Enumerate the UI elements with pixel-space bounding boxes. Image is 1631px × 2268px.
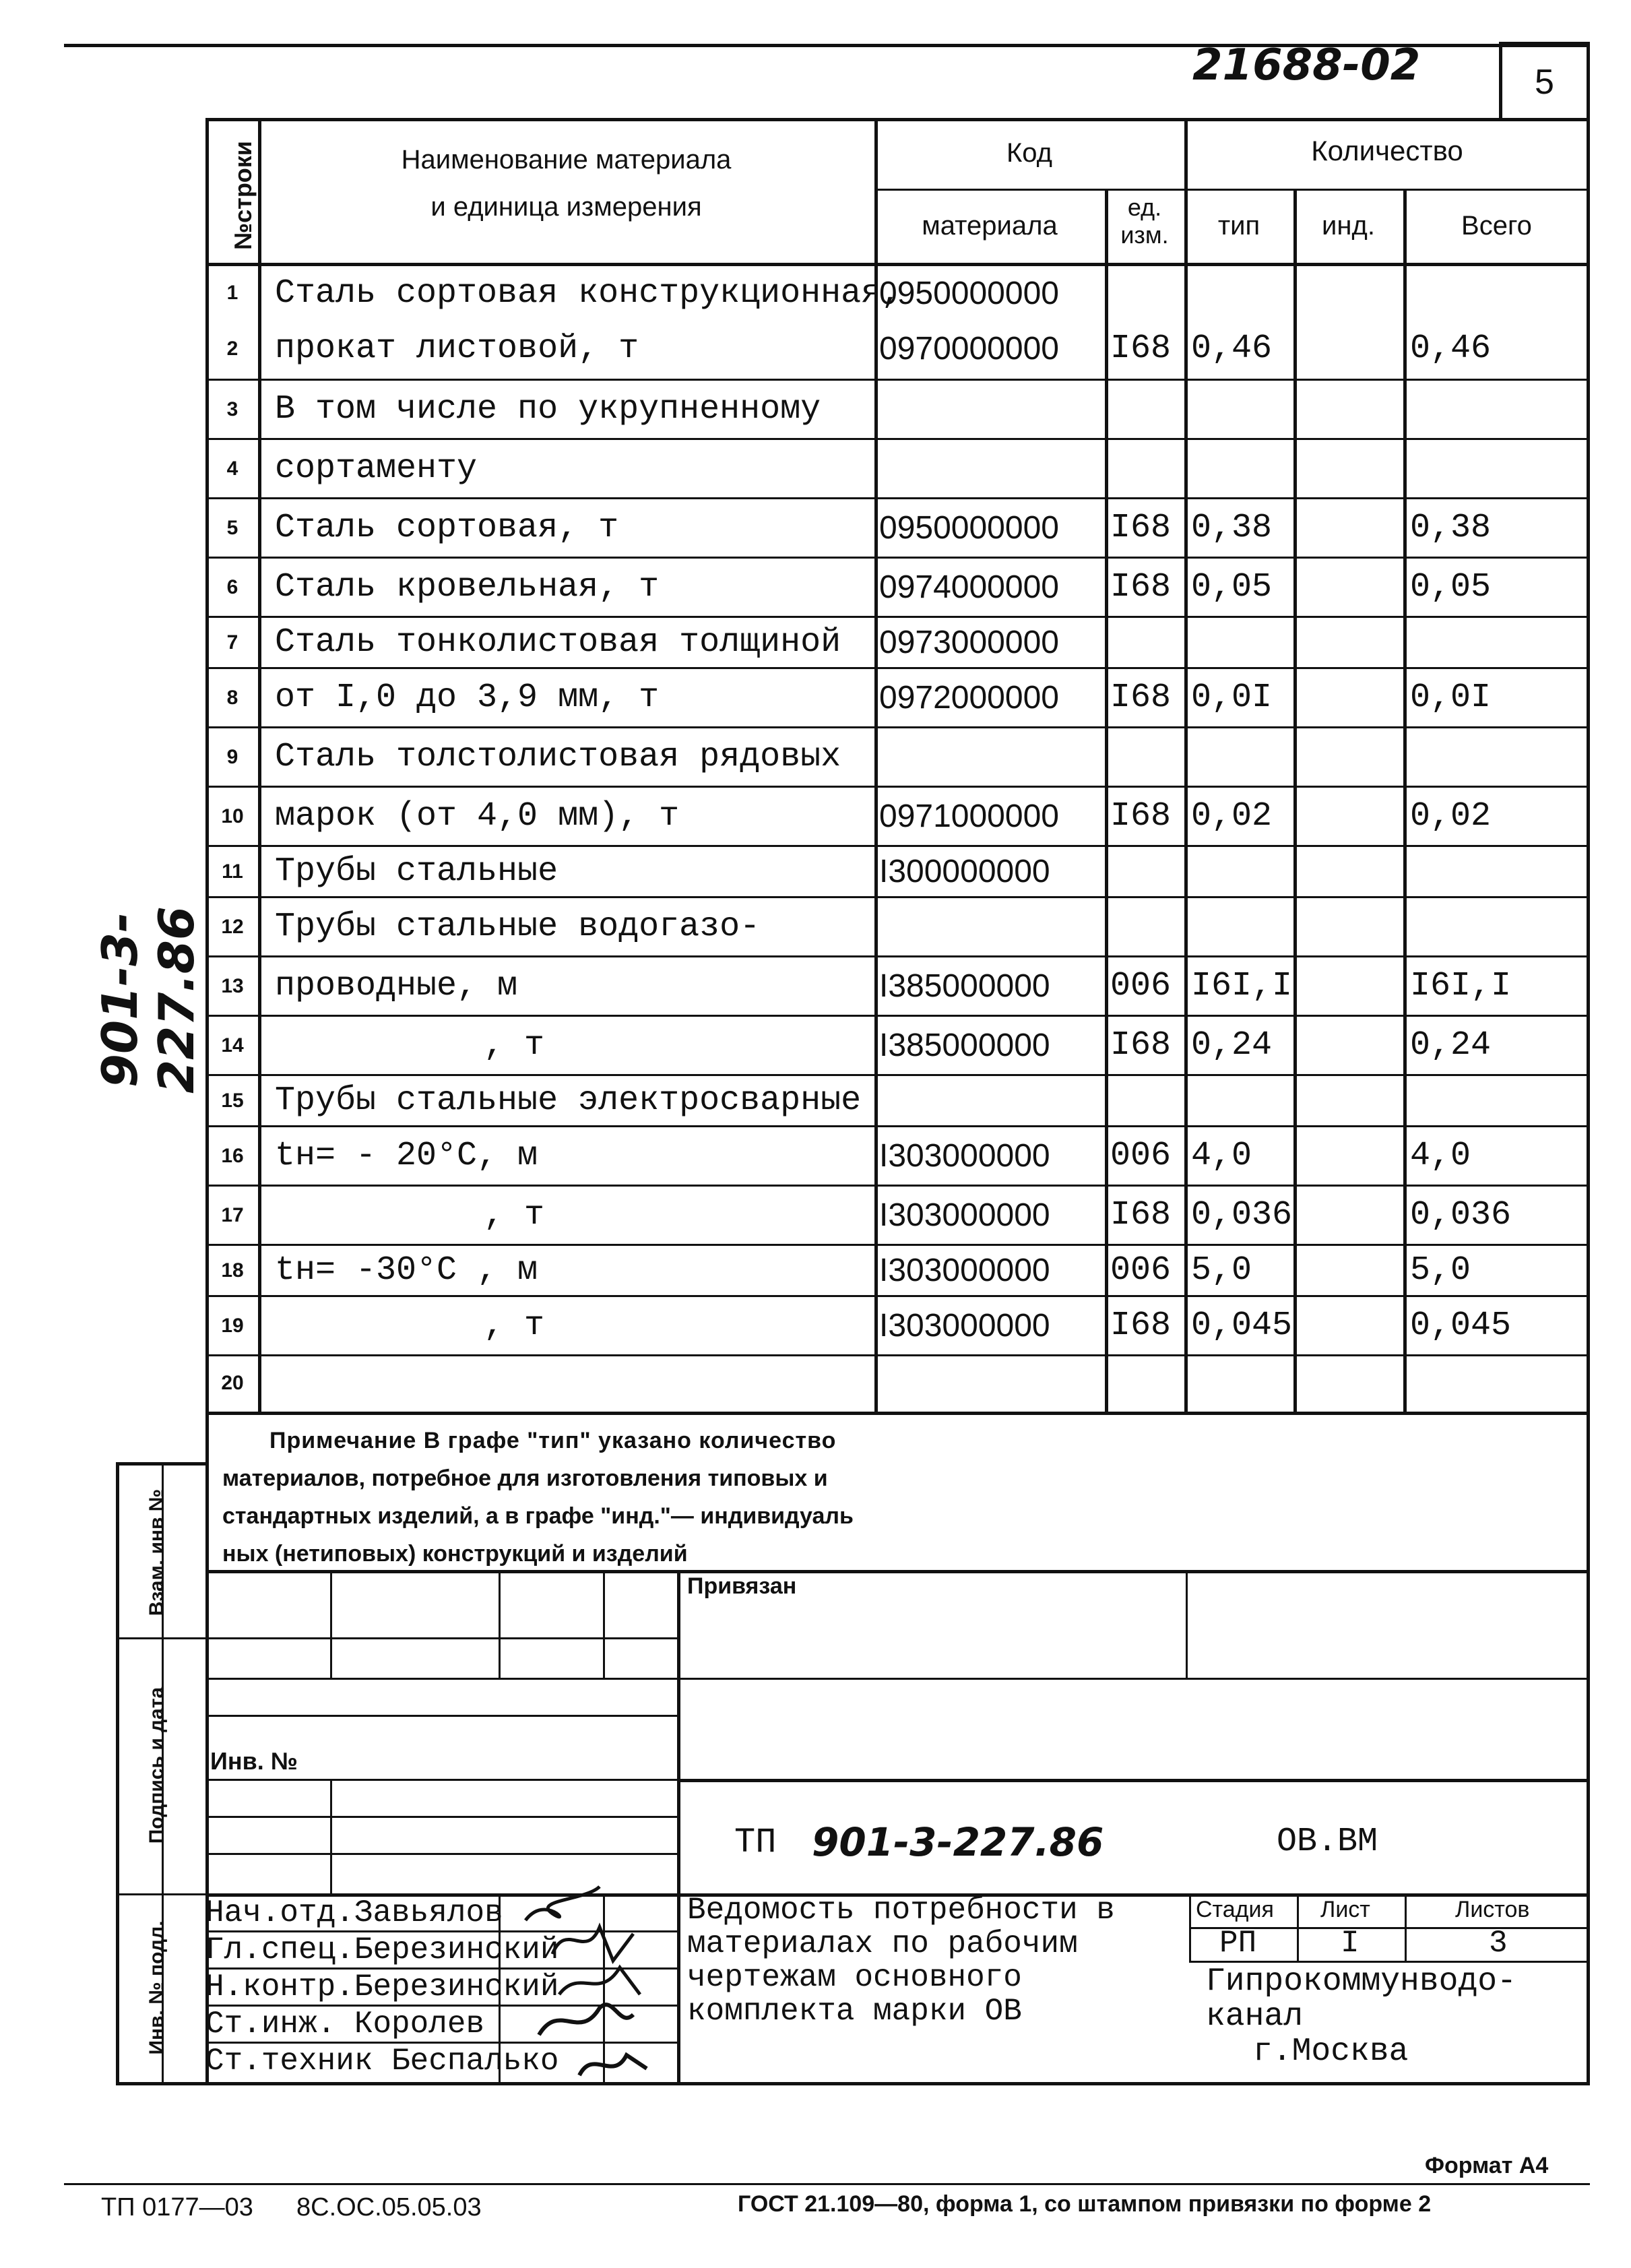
row-qty-ind xyxy=(1299,266,1400,320)
org-line: Гипрокоммунводо- xyxy=(1206,1963,1516,2000)
stamp-vline xyxy=(1189,1893,1191,1961)
row-qty-typ: 0,46 xyxy=(1191,329,1273,368)
row-qty-ind xyxy=(1299,1187,1400,1244)
format-label: Формат А4 xyxy=(1425,2153,1549,2178)
row-material-code xyxy=(879,1356,1101,1410)
row-qty-total xyxy=(1410,266,1585,320)
note-block xyxy=(222,1422,854,1573)
row-material-name: Трубы стальные xyxy=(275,852,558,891)
row-qty-total xyxy=(1410,440,1585,497)
row-qty-ind xyxy=(1299,847,1400,896)
tp-label: ТП xyxy=(734,1823,777,1862)
row-unit: I68 xyxy=(1110,509,1172,547)
stamp-vline xyxy=(330,1779,332,1893)
col-line-6 xyxy=(1403,189,1407,1412)
side-label-inv-podl: Инв. № подл. xyxy=(146,1920,168,2055)
footer-left-2: 8С.ОС.05.05.03 xyxy=(296,2193,482,2222)
row-qty-total: 4,0 xyxy=(1410,1137,1471,1175)
row-number: 14 xyxy=(221,1034,244,1057)
row-qty-typ xyxy=(1191,381,1292,438)
row-qty-ind xyxy=(1299,1297,1400,1354)
page-number: 5 xyxy=(1535,63,1554,102)
row-material-code: I303000000 xyxy=(879,1138,1050,1174)
row-material-code xyxy=(879,381,1101,438)
row-material-code: 0970000000 xyxy=(879,331,1059,367)
row-material-name: марок (от 4,0 мм), т xyxy=(275,797,680,836)
row-unit: I68 xyxy=(1110,1026,1172,1065)
stamp-line xyxy=(677,1678,1590,1680)
row-material-code: I300000000 xyxy=(879,854,1050,889)
row-qty-typ xyxy=(1191,266,1292,320)
footer-line xyxy=(64,2183,1590,2185)
row-material-name: Сталь сортовая, т xyxy=(275,509,619,547)
row-material-code: I303000000 xyxy=(879,1197,1050,1233)
row-qty-ind xyxy=(1299,669,1400,726)
signatures xyxy=(499,1880,680,2089)
row-material-code: 0950000000 xyxy=(879,275,1059,311)
row-number: 13 xyxy=(221,974,244,997)
row-qty-typ xyxy=(1191,728,1292,786)
sheet-label: Лист xyxy=(1320,1897,1370,1922)
stamp-line xyxy=(1189,1961,1590,1963)
stage-label: Стадия xyxy=(1196,1897,1274,1922)
row-number: 8 xyxy=(226,686,238,709)
person-row: Н.контр.Березинский xyxy=(205,1970,559,2005)
row-unit xyxy=(1110,1356,1184,1410)
stamp-line xyxy=(677,1779,1590,1782)
row-number: 19 xyxy=(221,1314,244,1337)
table-bottom-line xyxy=(205,1412,1590,1415)
row-qty-ind xyxy=(1299,381,1400,438)
row-qty-ind xyxy=(1299,1076,1400,1125)
org-line: канал xyxy=(1206,1998,1304,2035)
header-row-no: №строки xyxy=(229,141,257,250)
row-unit xyxy=(1110,728,1184,786)
row-number: 12 xyxy=(221,915,244,938)
row-qty-total: 0,0I xyxy=(1410,679,1492,717)
row-material-code xyxy=(879,728,1101,786)
row-unit xyxy=(1110,1076,1184,1125)
stamp-top-line xyxy=(205,1570,1590,1573)
footer-left-1: ТП 0177—03 xyxy=(101,2193,253,2222)
row-qty-typ xyxy=(1191,440,1292,497)
row-qty-typ: 0,02 xyxy=(1191,797,1273,836)
row-qty-typ: 0,24 xyxy=(1191,1026,1273,1065)
stamp-line xyxy=(205,1816,680,1818)
header-quantity: Количество xyxy=(1311,135,1463,166)
row-number: 11 xyxy=(222,860,243,883)
row-qty-total xyxy=(1410,1356,1585,1410)
row-unit: I68 xyxy=(1110,1306,1172,1345)
row-qty-typ: 0,05 xyxy=(1191,568,1273,606)
row-qty-typ xyxy=(1191,847,1292,896)
row-qty-typ: 5,0 xyxy=(1191,1251,1252,1290)
row-material-name: В том числе по укрупненному xyxy=(275,390,821,429)
row-unit xyxy=(1110,381,1184,438)
title-line: материалах по рабочим xyxy=(687,1926,1078,1961)
row-material-code: I303000000 xyxy=(879,1253,1050,1288)
row-unit xyxy=(1110,440,1184,497)
row-material-code xyxy=(879,1076,1101,1125)
row-material-code: 0973000000 xyxy=(879,625,1059,660)
header-unit-1: ед. xyxy=(1127,193,1162,221)
privyazan-label: Привязан xyxy=(687,1573,797,1599)
row-qty-typ xyxy=(1191,1356,1292,1410)
row-qty-total xyxy=(1410,728,1585,786)
row-unit: 006 xyxy=(1110,967,1172,1005)
row-qty-total: 0,24 xyxy=(1410,1026,1492,1065)
row-number: 17 xyxy=(221,1203,244,1226)
stamp-vline xyxy=(499,1570,501,1678)
signature-stroke xyxy=(559,1967,640,1994)
row-material-name: , т xyxy=(484,1306,545,1345)
row-material-name: прокат листовой, т xyxy=(275,329,639,368)
row-qty-total: 0,045 xyxy=(1410,1306,1512,1345)
stamp-line xyxy=(205,1715,680,1717)
row-material-code: 0971000000 xyxy=(879,798,1059,834)
side-code: 901-3-227.86 xyxy=(92,906,205,1094)
row-qty-ind xyxy=(1299,957,1400,1015)
stamp-vline xyxy=(330,1570,332,1678)
row-qty-total xyxy=(1410,898,1585,955)
header-qty-total: Всего xyxy=(1461,211,1532,241)
document-title xyxy=(687,1893,1115,2028)
person-row: Ст.техник Беспалько xyxy=(205,2044,559,2079)
header-code: Код xyxy=(1006,138,1052,168)
row-number: 1 xyxy=(226,282,238,304)
row-qty-ind xyxy=(1299,618,1400,667)
row-number: 20 xyxy=(221,1372,244,1394)
row-number: 5 xyxy=(226,516,238,539)
row-number: 16 xyxy=(221,1144,244,1167)
row-qty-typ: 4,0 xyxy=(1191,1137,1252,1175)
row-qty-total: 0,05 xyxy=(1410,568,1492,606)
row-unit xyxy=(1110,847,1184,896)
row-number: 15 xyxy=(221,1089,244,1112)
row-qty-ind xyxy=(1299,728,1400,786)
row-unit: I68 xyxy=(1110,797,1172,836)
row-material-name: Сталь сортовая конструкционная, xyxy=(275,274,902,313)
row-qty-ind xyxy=(1299,898,1400,955)
row-qty-typ: 0,045 xyxy=(1191,1306,1293,1345)
document-number: 21688-02 xyxy=(1192,40,1421,90)
organization xyxy=(1206,1964,1516,2069)
row-material-name: Сталь тонколистовая толщиной xyxy=(275,623,841,662)
header-qty-typ: тип xyxy=(1217,211,1260,241)
inv-no-label: Инв. № xyxy=(210,1747,298,1775)
row-material-code: 0950000000 xyxy=(879,510,1059,546)
row-qty-total: 0,46 xyxy=(1410,329,1492,368)
title-line: Ведомость потребности в xyxy=(687,1893,1115,1928)
row-qty-total: 0,02 xyxy=(1410,797,1492,836)
row-qty-typ xyxy=(1191,898,1292,955)
row-qty-total xyxy=(1410,618,1585,667)
row-number: 6 xyxy=(226,575,238,598)
row-material-name: tн= - 20°С, м xyxy=(275,1137,538,1175)
row-qty-ind xyxy=(1299,559,1400,616)
row-qty-typ: I6I,I xyxy=(1191,967,1293,1005)
row-material-name: , т xyxy=(484,1196,545,1234)
person-row: Ст.инж. Королев xyxy=(205,2007,485,2042)
col-line-5 xyxy=(1293,189,1297,1412)
stamp-line xyxy=(205,1637,680,1639)
row-material-code xyxy=(879,440,1101,497)
row-material-code: I385000000 xyxy=(879,1028,1050,1063)
row-unit: I68 xyxy=(1110,329,1172,368)
header-unit-2: изм. xyxy=(1120,221,1169,249)
row-qty-ind xyxy=(1299,1017,1400,1074)
row-material-name: Трубы стальные водогазо- xyxy=(275,908,761,946)
row-qty-typ xyxy=(1191,1076,1292,1125)
header-code-material: материала xyxy=(922,211,1058,241)
row-number: 2 xyxy=(226,337,238,360)
row-qty-total xyxy=(1410,1076,1585,1125)
row-qty-total: 0,036 xyxy=(1410,1196,1512,1234)
signature-stroke xyxy=(552,1927,633,1961)
row-material-code: 0974000000 xyxy=(879,569,1059,605)
row-qty-typ xyxy=(1191,618,1292,667)
stage-value: РП xyxy=(1219,1926,1257,1961)
stamp-vline xyxy=(1405,1893,1407,1961)
row-material-name xyxy=(261,1356,868,1410)
row-unit: 006 xyxy=(1110,1137,1172,1175)
row-qty-typ: 0,0I xyxy=(1191,679,1273,717)
note-line-4: ных (нетиповых) конструкций и изделий xyxy=(222,1541,688,1567)
row-qty-ind xyxy=(1299,1356,1400,1410)
row-material-code xyxy=(879,898,1101,955)
row-qty-total xyxy=(1410,381,1585,438)
left-frame-line xyxy=(116,1462,119,2085)
stamp-vline xyxy=(1297,1893,1299,1961)
row-material-code: I385000000 xyxy=(879,968,1050,1004)
row-qty-ind xyxy=(1299,440,1400,497)
side-label-podpis: Подпись и дата xyxy=(146,1687,168,1844)
page-number-box xyxy=(1499,42,1590,119)
row-unit: I68 xyxy=(1110,568,1172,606)
header-name-line2: и единица измерения xyxy=(430,192,702,222)
tp-code: 901-3-227.86 xyxy=(812,1819,1104,1865)
note-line-1: Примечание В графе "тип" указано количество xyxy=(269,1428,837,1453)
note-line-3: стандартных изделий, а в графе "инд."— индивидуаль xyxy=(222,1503,854,1529)
row-material-code: I303000000 xyxy=(879,1308,1050,1344)
stamp-mark: ОВ.ВМ xyxy=(1277,1823,1378,1861)
sheets-value: 3 xyxy=(1489,1926,1508,1961)
row-qty-typ: 0,036 xyxy=(1191,1196,1293,1234)
side-label-vzam: Взам. инв № xyxy=(146,1488,168,1616)
title-line: чертежам основного xyxy=(687,1960,1022,1995)
row-number: 18 xyxy=(221,1259,244,1282)
row-number: 10 xyxy=(221,805,244,827)
row-material-name: от I,0 до 3,9 мм, т xyxy=(275,679,660,717)
col-line-4 xyxy=(1184,118,1188,1412)
row-material-name: проводные, м xyxy=(275,967,518,1005)
header-name-line1: Наименование материала xyxy=(401,145,732,175)
row-qty-ind xyxy=(1299,499,1400,557)
row-unit: I68 xyxy=(1110,679,1172,717)
stamp-vline xyxy=(603,1570,605,1678)
row-unit: I68 xyxy=(1110,1196,1172,1234)
row-material-name: tн= -30°С , м xyxy=(275,1251,538,1290)
row-qty-typ: 0,38 xyxy=(1191,509,1273,547)
row-unit: 006 xyxy=(1110,1251,1172,1290)
col-line-3 xyxy=(1105,189,1108,1412)
signature-stroke xyxy=(539,2005,633,2035)
row-qty-ind xyxy=(1299,788,1400,845)
header-sub-line xyxy=(874,189,1590,191)
header-qty-ind: инд. xyxy=(1322,211,1375,241)
row-material-name: Трубы стальные электросварные xyxy=(275,1081,862,1120)
row-material-name: Сталь кровельная, т xyxy=(275,568,660,606)
stamp-line xyxy=(205,1853,680,1855)
row-qty-total: 0,38 xyxy=(1410,509,1492,547)
sheet-value: I xyxy=(1341,1926,1360,1961)
footer-gost: ГОСТ 21.109—80, форма 1, со штампом привязки по форме 2 xyxy=(738,2191,1432,2217)
signature-stroke xyxy=(579,2055,647,2075)
stamp-line xyxy=(205,1779,680,1781)
row-number: 4 xyxy=(226,457,238,480)
row-qty-total: 5,0 xyxy=(1410,1251,1471,1290)
note-line-2: материалов, потребное для изготовления типовых и xyxy=(222,1466,828,1491)
row-number: 3 xyxy=(226,398,238,420)
row-qty-ind xyxy=(1299,1246,1400,1295)
row-unit xyxy=(1110,266,1184,320)
row-material-code: 0972000000 xyxy=(879,680,1059,716)
row-qty-total xyxy=(1410,847,1585,896)
row-unit xyxy=(1110,618,1184,667)
stamp-line xyxy=(205,1678,680,1680)
signature-stroke xyxy=(525,1887,600,1920)
row-material-name: сортаменту xyxy=(275,449,478,488)
row-number: 7 xyxy=(226,631,238,654)
person-row: Нач.отд.Завьялов xyxy=(205,1895,503,1930)
stamp-vline xyxy=(1186,1570,1188,1678)
person-row: Гл.спец.Березинский xyxy=(205,1932,559,1967)
row-unit xyxy=(1110,898,1184,955)
org-line: г.Москва xyxy=(1253,2034,1409,2070)
row-qty-total: I6I,I xyxy=(1410,967,1512,1005)
row-material-name: , т xyxy=(484,1026,545,1065)
title-line: комплекта марки ОВ xyxy=(687,1994,1022,2029)
sheets-label: Листов xyxy=(1455,1897,1530,1922)
row-qty-ind xyxy=(1299,320,1400,377)
row-material-name: Сталь толстолистовая рядовых xyxy=(275,738,841,776)
row-qty-ind xyxy=(1299,1127,1400,1185)
row-number: 9 xyxy=(226,745,238,768)
